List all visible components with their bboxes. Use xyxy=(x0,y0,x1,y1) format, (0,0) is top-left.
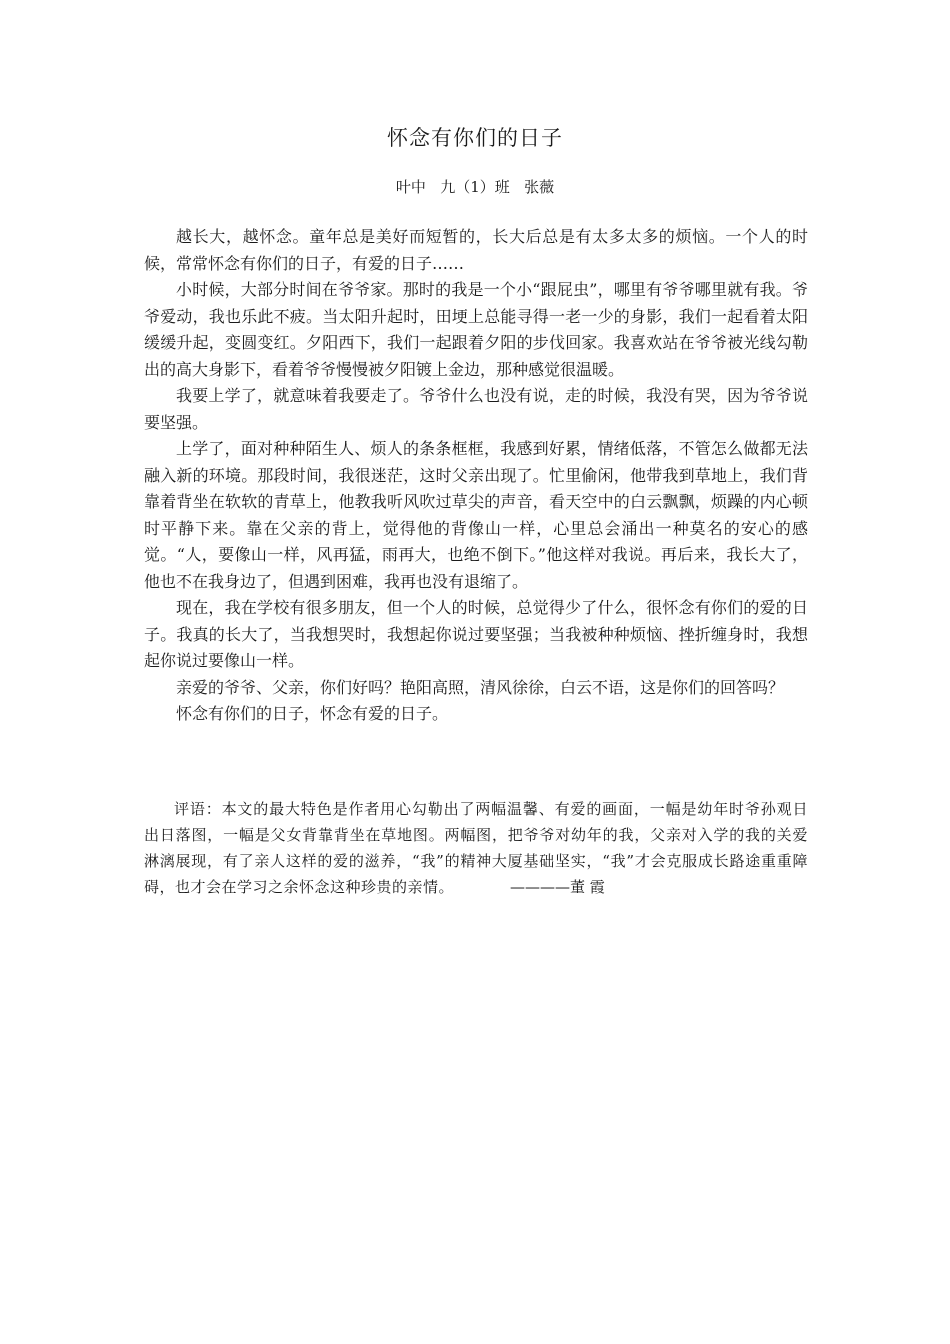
comment-text: 评语：本文的最大特色是作者用心勾勒出了两幅温馨、有爱的画面，一幅是幼年时爷孙观日出日落图，一幅是父女背靠背坐在草地图。两幅图，把爷爷对幼年的我，父亲对入学的我的关爱淋漓展现，有了亲人这样的爱的滋养，“我”的精神大厦基础坚实，“我”才会克服成长路途重重障碍，也才会在学习之余怀念这种珍贵的亲情。 xyxy=(144,800,808,896)
paragraph: 亲爱的爷爷、父亲，你们好吗？艳阳高照，清风徐徐，白云不语，这是你们的回答吗？ xyxy=(176,677,785,697)
paragraph: 越长大，越怀念。童年总是美好而短暂的，长大后总是有太多太多的烦恼。一个人的时候，常常怀念有你们的日子，有爱的日子…… xyxy=(144,227,808,273)
paragraph: 上学了，面对种种陌生人、烦人的条条框框，我感到好累，情绪低落，不管怎么做都无法融入新的环境。那段时间，我很迷茫，这时父亲出现了。忙里偷闲，他带我到草地上，我们背靠着背坐在软软的青草上，他教我听风吹过草尖的声音，看天空中的白云飘飘，烦躁的内心顿时平静下来。靠在父亲的背上，觉得他的背像山一样，心里总会涌出一种莫名的安心的感觉。“人，要像山一样，风再猛，雨再大，也绝不倒下。”他这样对我说。再后来，我长大了，他也不在我身边了，但遇到困难，我再也没有退缩了。 xyxy=(144,439,808,591)
paragraph: 现在，我在学校有很多朋友，但一个人的时候，总觉得少了什么，很怀念有你们的爱的日子。我真的长大了，当我想哭时，我想起你说过要坚强；当我被种种烦恼、挫折缠身时，我想起你说过要像山一样。 xyxy=(144,598,808,670)
author-byline: 叶中 九（1）班 张薇 xyxy=(395,178,555,196)
essay-body xyxy=(144,224,808,728)
paragraph: 怀念有你们的日子，怀念有爱的日子。 xyxy=(176,704,449,723)
teacher-comment xyxy=(144,796,808,900)
paragraph: 小时候，大部分时间在爷爷家。那时的我是一个小“跟屁虫”，哪里有爷爷哪里就有我。爷爷爱动，我也乐此不疲。当太阳升起时，田埂上总能寻得一老一少的身影，我们一起看着太阳缓缓升起，变圆变红。夕阳西下，我们一起跟着夕阳的步伐回家。我喜欢站在爷爷被光线勾勒出的高大身影下，看着爷爷慢慢被夕阳镀上金边，那种感觉很温暖。 xyxy=(144,280,808,379)
essay-title: 怀念有你们的日子 xyxy=(387,126,563,150)
paragraph: 我要上学了，就意味着我要走了。爷爷什么也没有说，走的时候，我没有哭，因为爷爷说要坚强。 xyxy=(144,386,808,432)
comment-signature: ————董 霞 xyxy=(510,878,605,896)
